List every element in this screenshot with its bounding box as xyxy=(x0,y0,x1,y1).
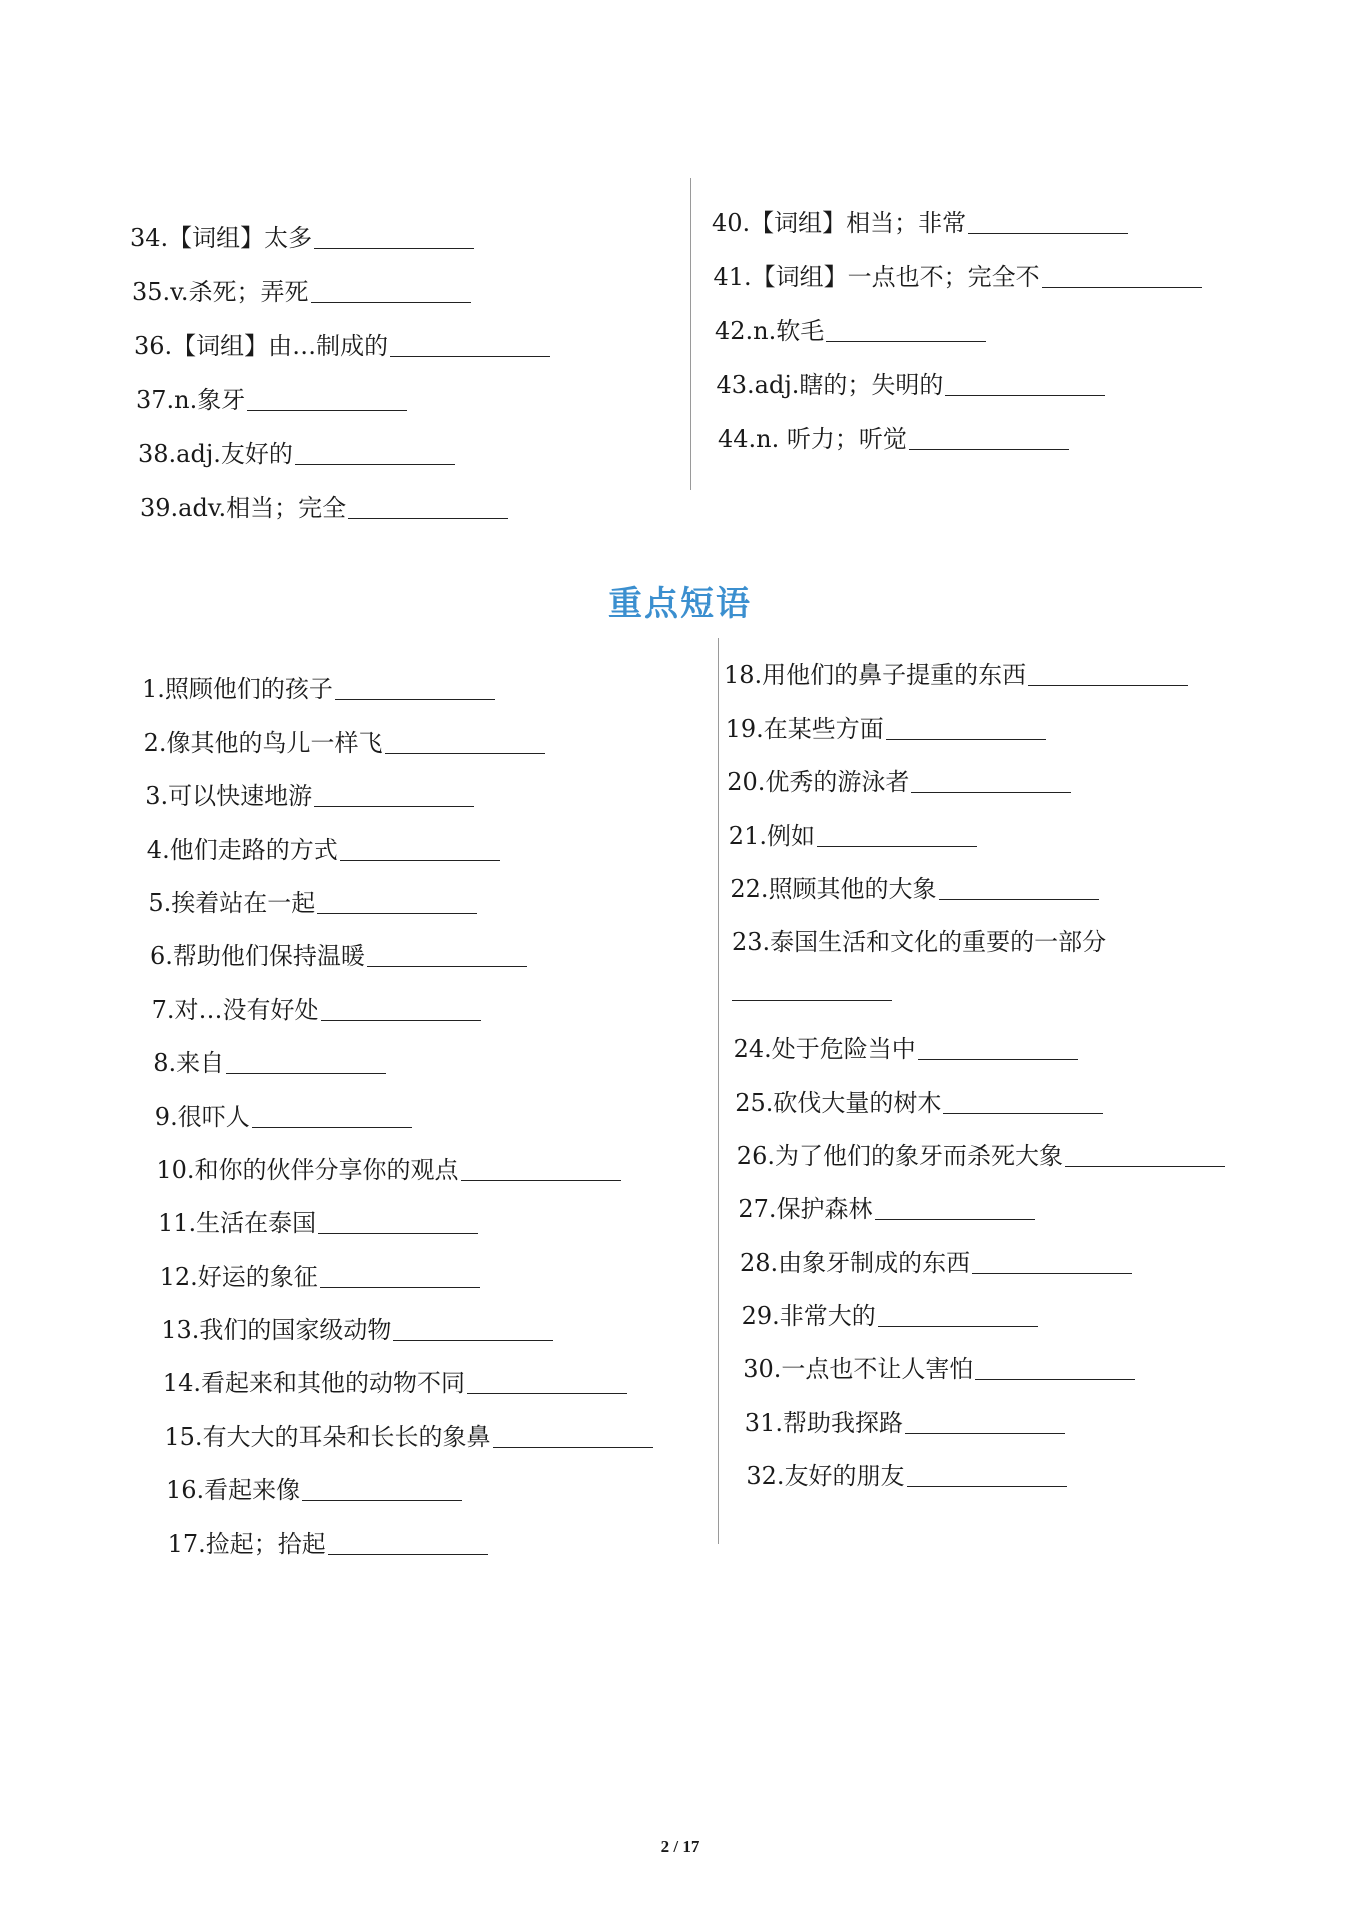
item-prompt: 捡起；拾起 xyxy=(205,1529,326,1558)
list-item xyxy=(155,1078,653,1131)
answer-blank[interactable] xyxy=(826,339,986,342)
answer-blank[interactable] xyxy=(732,1000,892,1001)
item-prompt: 【词组】由…制成的 xyxy=(172,332,389,360)
item-number: 39. xyxy=(140,494,179,522)
item-prompt: 他们走路的方式 xyxy=(169,835,338,864)
list-item xyxy=(746,1438,1225,1491)
item-number: 11. xyxy=(158,1209,197,1238)
answer-blank[interactable] xyxy=(340,858,500,861)
item-number: 10. xyxy=(156,1155,195,1184)
answer-blank[interactable] xyxy=(975,1377,1135,1380)
item-number: 41. xyxy=(713,263,752,291)
item-prompt: 有大大的耳朵和长长的象鼻 xyxy=(202,1422,491,1451)
list-item xyxy=(160,1238,653,1291)
answer-blank[interactable] xyxy=(295,462,455,465)
answer-blank[interactable] xyxy=(817,844,977,847)
vocab-left-column xyxy=(130,199,550,523)
item-prompt: n. 听力；听觉 xyxy=(756,425,907,453)
list-item xyxy=(734,1011,1225,1064)
item-number: 12. xyxy=(159,1262,198,1291)
item-prompt: 看起来像 xyxy=(204,1476,301,1505)
answer-blank[interactable] xyxy=(393,1338,553,1341)
item-prompt: 像其他的鸟儿一样飞 xyxy=(166,728,383,757)
answer-blank[interactable] xyxy=(875,1217,1035,1220)
item-number: 25. xyxy=(735,1088,774,1117)
item-prompt: 泰国生活和文化的重要的一部分 xyxy=(770,928,1107,957)
vocab-column-divider xyxy=(690,178,691,490)
answer-blank[interactable] xyxy=(317,911,477,914)
item-prompt: 【词组】太多 xyxy=(168,224,313,252)
item-prompt: 处于危险当中 xyxy=(771,1035,916,1064)
item-number: 31. xyxy=(744,1408,783,1437)
answer-blank[interactable] xyxy=(1028,683,1188,686)
item-prompt: 【词组】相当；非常 xyxy=(750,209,967,237)
item-number: 35. xyxy=(132,278,171,306)
item-prompt: 砍伐大量的树木 xyxy=(773,1088,942,1117)
item-number: 9. xyxy=(154,1102,178,1131)
answer-blank[interactable] xyxy=(1042,285,1202,288)
item-number: 43. xyxy=(716,371,755,399)
list-item xyxy=(147,811,653,864)
answer-blank[interactable] xyxy=(467,1391,627,1394)
item-prompt: 帮助我探路 xyxy=(782,1408,903,1437)
answer-blank[interactable] xyxy=(968,231,1128,234)
answer-blank[interactable] xyxy=(909,447,1069,450)
answer-blank[interactable] xyxy=(247,408,407,411)
item-prompt: 友好的朋友 xyxy=(784,1462,905,1491)
phrases-column-divider xyxy=(718,638,719,1544)
item-number: 16. xyxy=(166,1476,205,1505)
list-item xyxy=(145,758,652,811)
item-prompt: 优秀的游泳者 xyxy=(765,768,910,797)
page-number: 2 / 17 xyxy=(660,1837,700,1856)
item-number: 36. xyxy=(134,332,173,360)
item-prompt: 好运的象征 xyxy=(197,1262,318,1291)
item-number: 4. xyxy=(146,835,170,864)
answer-blank[interactable] xyxy=(918,1057,1078,1060)
item-prompt: 由象牙制成的东西 xyxy=(778,1248,971,1277)
list-item xyxy=(724,637,1225,690)
item-prompt: 一点也不让人害怕 xyxy=(781,1355,974,1384)
list-item xyxy=(140,469,550,523)
item-prompt: 看起来和其他的动物不同 xyxy=(200,1369,465,1398)
item-number: 17. xyxy=(167,1529,206,1558)
list-item xyxy=(136,361,550,415)
item-prompt: 照顾他们的孩子 xyxy=(164,675,333,704)
list-item xyxy=(718,400,1202,454)
list-item xyxy=(745,1384,1225,1437)
item-number: 15. xyxy=(164,1422,203,1451)
list-item xyxy=(150,918,653,971)
list-item xyxy=(138,415,550,469)
item-number: 32. xyxy=(746,1462,785,1491)
list-item xyxy=(740,1224,1225,1277)
list-item xyxy=(727,744,1225,797)
answer-blank[interactable] xyxy=(318,1231,478,1234)
answer-blank[interactable] xyxy=(945,393,1105,396)
item-prompt: 来自 xyxy=(176,1049,225,1078)
item-prompt: adv.相当；完全 xyxy=(178,494,347,522)
item-number: 30. xyxy=(743,1355,782,1384)
answer-blank[interactable] xyxy=(385,751,545,754)
item-number: 2. xyxy=(143,728,167,757)
list-item xyxy=(156,1132,652,1185)
item-number: 34. xyxy=(130,224,169,252)
answer-blank[interactable] xyxy=(939,897,1099,900)
list-item xyxy=(737,1118,1225,1171)
list-item xyxy=(726,690,1225,743)
item-prompt: 生活在泰国 xyxy=(196,1209,317,1238)
item-number: 13. xyxy=(161,1316,200,1345)
answer-blank[interactable] xyxy=(390,354,550,357)
list-item xyxy=(164,1398,652,1451)
list-item xyxy=(152,971,653,1024)
item-number: 18. xyxy=(724,661,763,690)
item-prompt: 可以快速地游 xyxy=(168,782,313,811)
item-number: 21. xyxy=(728,821,767,850)
list-item xyxy=(153,1025,652,1078)
answer-blank[interactable] xyxy=(905,1431,1065,1434)
item-number: 24. xyxy=(733,1035,772,1064)
item-number: 44. xyxy=(718,425,757,453)
list-item xyxy=(735,1064,1225,1117)
list-item xyxy=(712,184,1202,238)
list-item xyxy=(732,904,1225,957)
list-item xyxy=(132,253,550,307)
item-prompt: 我们的国家级动物 xyxy=(199,1316,392,1345)
answer-blank[interactable] xyxy=(314,246,474,249)
item-number: 28. xyxy=(740,1248,779,1277)
item-prompt: adj.瞎的；失明的 xyxy=(754,371,944,399)
item-number: 26. xyxy=(736,1141,775,1170)
item-prompt: adj.友好的 xyxy=(176,440,293,468)
list-item xyxy=(717,346,1202,400)
item-number: 20. xyxy=(727,768,766,797)
item-prompt: 帮助他们保持温暖 xyxy=(172,942,365,971)
item-number: 5. xyxy=(148,888,172,917)
item-number: 22. xyxy=(730,874,769,903)
item-prompt: 为了他们的象牙而杀死大象 xyxy=(774,1141,1063,1170)
item-number: 14. xyxy=(162,1369,201,1398)
answer-blank[interactable] xyxy=(972,1271,1132,1274)
answer-blank[interactable] xyxy=(367,964,527,967)
answer-blank[interactable] xyxy=(302,1498,462,1501)
answer-blank[interactable] xyxy=(493,1445,653,1448)
item-number: 6. xyxy=(150,942,173,971)
item-prompt: 和你的伙伴分享你的观点 xyxy=(194,1155,459,1184)
item-number: 38. xyxy=(138,440,177,468)
answer-blank[interactable] xyxy=(1065,1164,1225,1167)
answer-blank[interactable] xyxy=(886,737,1046,740)
list-item xyxy=(134,307,550,361)
answer-blank[interactable] xyxy=(314,804,474,807)
item-prompt: 非常大的 xyxy=(779,1302,876,1331)
phrases-left-column xyxy=(142,651,653,1559)
list-item xyxy=(144,704,653,757)
item-number: 3. xyxy=(145,782,169,811)
vocab-right-column xyxy=(712,184,1202,454)
item-number: 29. xyxy=(741,1302,780,1331)
list-item xyxy=(158,1185,653,1238)
item-prompt: 用他们的鼻子提重的东西 xyxy=(762,661,1027,690)
list-item xyxy=(742,1278,1225,1331)
list-item xyxy=(148,865,652,918)
answer-blank[interactable] xyxy=(911,790,1071,793)
answer-blank[interactable] xyxy=(320,1285,480,1288)
answer-blank-row xyxy=(732,957,1225,1010)
item-number: 23. xyxy=(732,928,771,957)
list-item xyxy=(729,797,1225,850)
list-item xyxy=(130,199,550,253)
item-number: 37. xyxy=(136,386,175,414)
item-prompt: 保护森林 xyxy=(776,1195,873,1224)
item-number: 7. xyxy=(151,995,175,1024)
answer-blank[interactable] xyxy=(907,1484,1067,1487)
list-item xyxy=(142,651,653,704)
item-prompt: 很吓人 xyxy=(177,1102,250,1131)
answer-blank[interactable] xyxy=(461,1178,621,1181)
answer-blank[interactable] xyxy=(321,1018,481,1021)
item-prompt: 【词组】一点也不；完全不 xyxy=(751,263,1040,291)
item-number: 1. xyxy=(142,675,165,704)
item-prompt: n.象牙 xyxy=(174,386,246,414)
item-prompt: 挨着站在一起 xyxy=(171,888,316,917)
answer-blank[interactable] xyxy=(335,697,495,700)
list-item xyxy=(161,1292,652,1345)
item-number: 19. xyxy=(725,714,764,743)
answer-blank[interactable] xyxy=(328,1552,488,1555)
item-prompt: n.软毛 xyxy=(753,317,825,345)
answer-blank[interactable] xyxy=(252,1125,412,1128)
item-number: 40. xyxy=(712,209,751,237)
answer-blank[interactable] xyxy=(348,516,508,519)
answer-blank[interactable] xyxy=(943,1111,1103,1114)
list-item xyxy=(166,1452,653,1505)
section-title: 重点短语 xyxy=(608,584,752,624)
item-number: 42. xyxy=(715,317,754,345)
list-item xyxy=(738,1171,1225,1224)
item-prompt: 照顾其他的大象 xyxy=(768,874,937,903)
list-item xyxy=(730,851,1225,904)
item-prompt: 对…没有好处 xyxy=(174,995,319,1024)
item-number: 27. xyxy=(738,1195,777,1224)
list-item xyxy=(715,292,1202,346)
phrases-right-column xyxy=(724,637,1225,1491)
list-item xyxy=(743,1331,1225,1384)
list-item xyxy=(168,1505,653,1558)
item-number: 8. xyxy=(153,1049,177,1078)
item-prompt: 在某些方面 xyxy=(763,714,884,743)
list-item xyxy=(714,238,1202,292)
item-prompt: 例如 xyxy=(766,821,815,850)
answer-blank[interactable] xyxy=(226,1071,386,1074)
answer-blank[interactable] xyxy=(311,300,471,303)
list-item xyxy=(163,1345,653,1398)
item-prompt: v.杀死；弄死 xyxy=(170,278,309,306)
answer-blank[interactable] xyxy=(878,1324,1038,1327)
